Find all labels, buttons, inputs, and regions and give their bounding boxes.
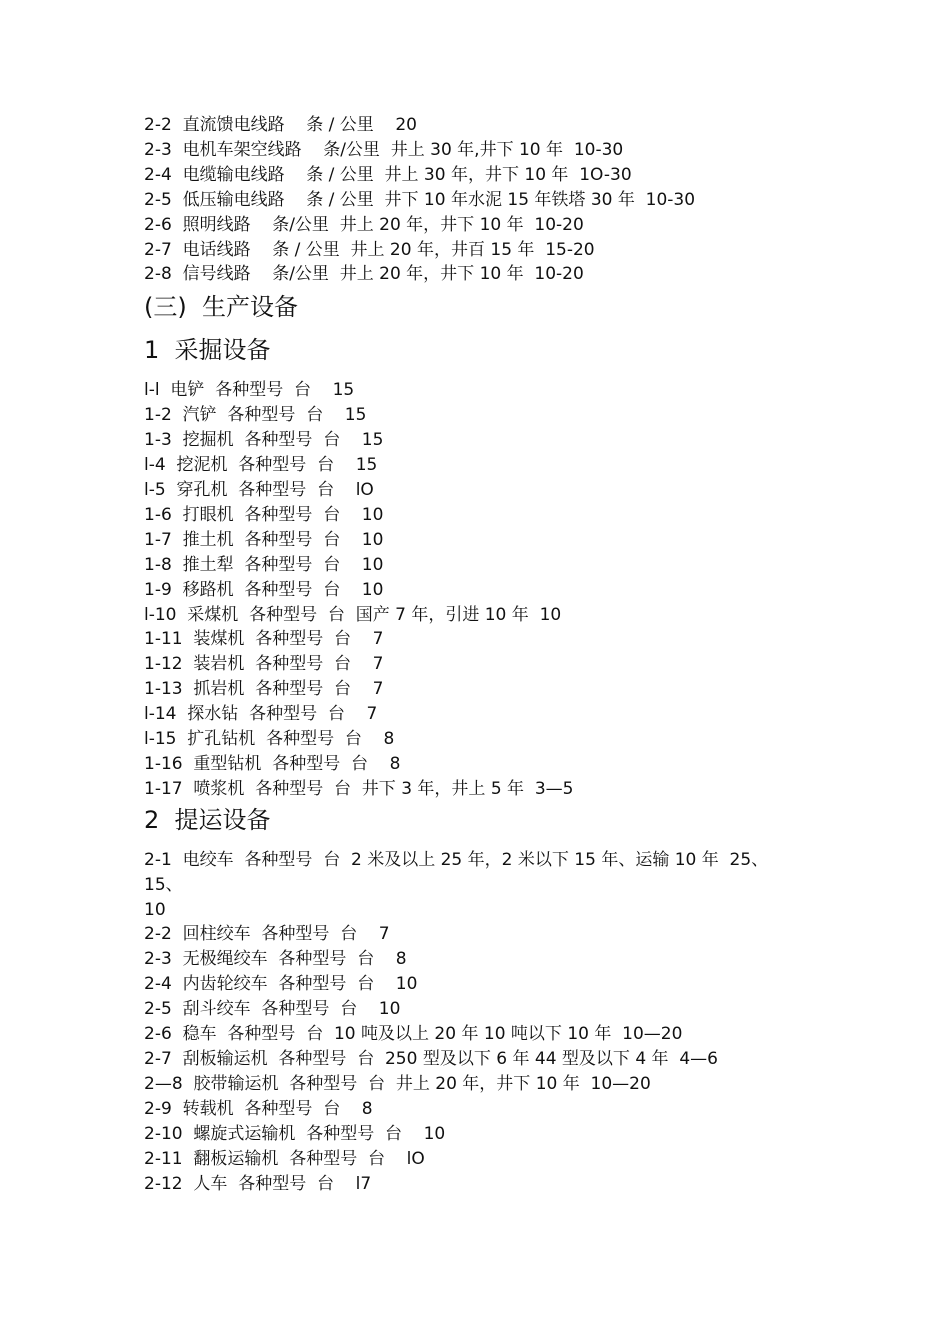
text-line: 2-12 人车 各种型号 台 l7: [144, 1173, 372, 1194]
text-line: l-l 电铲 各种型号 台 15: [144, 380, 355, 401]
text-line: 1-16 重型钻机 各种型号 台 8: [144, 753, 401, 774]
text-line: 10: [144, 899, 166, 920]
text-line: 2-6 稳车 各种型号 台 10 吨及以上 20 年 10 吨以下 10 年 10—20: [144, 1024, 683, 1045]
text-line: 1-2 汽铲 各种型号 台 15: [144, 405, 367, 426]
text-line: l-4 挖泥机 各种型号 台 15: [144, 455, 378, 476]
text-line: 2-9 转载机 各种型号 台 8: [144, 1098, 373, 1119]
text-line: 1-3 挖掘机 各种型号 台 15: [144, 430, 384, 451]
text-line: 2-8 信号线路 条/公里 井上 20 年，井下 10 年 10-20: [144, 264, 584, 285]
lines-mining: [144, 378, 824, 801]
text-line: 1-9 移路机 各种型号 台 10: [144, 579, 384, 600]
text-line: 2-2 直流馈电线路 条 / 公里 20: [144, 115, 417, 135]
text-line: 1-7 推土机 各种型号 台 10: [144, 529, 384, 550]
text-line: 2-3 无极绳绞车 各种型号 台 8: [144, 949, 407, 970]
text-line: 1-11 装煤机 各种型号 台 7: [144, 629, 384, 650]
text-line: 2-6 照明线路 条/公里 井上 20 年，井下 10 年 10-20: [144, 214, 584, 235]
text-line: 1-8 推土犁 各种型号 台 10: [144, 554, 384, 575]
text-line: 15、: [144, 874, 183, 895]
text-line: 1-6 打眼机 各种型号 台 10: [144, 504, 384, 525]
text-line: l-5 穿孔机 各种型号 台 lO: [144, 479, 374, 500]
text-line: 2—8 胶带输运机 各种型号 台 井上 20 年，井下 10 年 10—20: [144, 1073, 651, 1094]
text-line: 1-17 喷浆机 各种型号 台 井下 3 年，井上 5 年 3—5: [144, 778, 574, 799]
text-line: 2-7 电话线路 条 / 公里 井上 20 年，井百 15 年 15-20: [144, 239, 595, 260]
text-line: 2-2 回柱绞车 各种型号 台 7: [144, 924, 390, 945]
text-line: 2-7 刮板输运机 各种型号 台 250 型及以下 6 年 44 型及以下 4 年 4—6: [144, 1049, 718, 1069]
text-line: 2-10 螺旋式运输机 各种型号 台 10: [144, 1123, 446, 1144]
subsection-heading-mining: 1 采掘设备: [144, 336, 271, 365]
text-line: 1-12 装岩机 各种型号 台 7: [144, 654, 384, 675]
text-line: 2-11 翻板运输机 各种型号 台 lO: [144, 1148, 425, 1169]
lines-top: [144, 113, 824, 287]
section-heading: (三) 生产设备: [144, 293, 298, 322]
lines-hoist: [144, 848, 824, 1197]
text-line: 2-4 内齿轮绞车 各种型号 台 10: [144, 974, 418, 995]
text-line: l-14 探水钻 各种型号 台 7: [144, 704, 378, 725]
text-line: 2-1 电绞车 各种型号 台 2 米及以上 25 年，2 米以下 15 年、运输 10 年 25、: [144, 849, 769, 870]
text-line: l-15 扩孔钻机 各种型号 台 8: [144, 729, 395, 750]
text-line: l-10 采煤机 各种型号 台 国产 7 年，引进 10 年 10: [144, 604, 562, 625]
text-line: 2-4 电缆输电线路 条 / 公里 井上 30 年，井下 10 年 1O-30: [144, 164, 632, 185]
text-line: 2-3 电机车架空线路 条/公里 井上 30 年,井下 10 年 10-30: [144, 139, 624, 160]
text-line: 2-5 刮斗绞车 各种型号 台 10: [144, 999, 401, 1020]
text-line: 1-13 抓岩机 各种型号 台 7: [144, 679, 384, 700]
text-line: 2-5 低压输电线路 条 / 公里 井下 10 年水泥 15 年铁塔 30 年 10-30: [144, 189, 696, 210]
document-page: [144, 113, 824, 1196]
subsection-heading-hoist: 2 提运设备: [144, 805, 271, 834]
